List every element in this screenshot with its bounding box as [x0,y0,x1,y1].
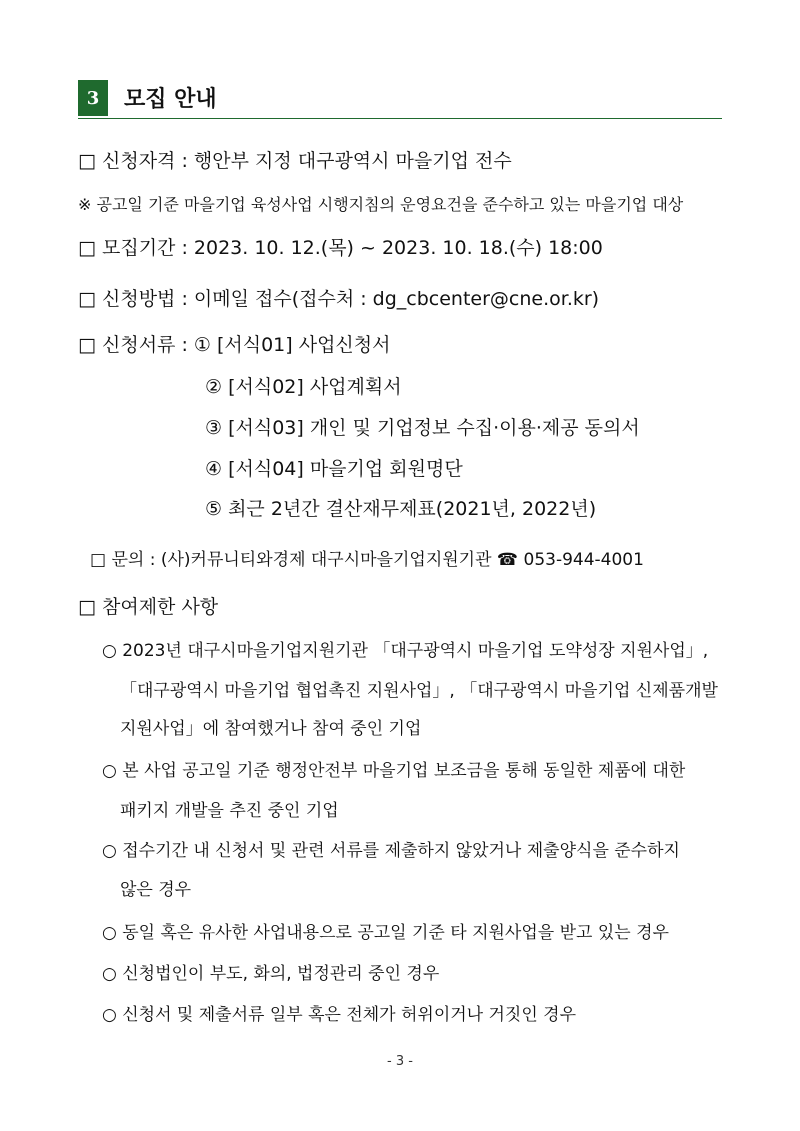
restriction-item: ○ 접수기간 내 신청서 및 관련 서류를 제출하지 않았거나 제출양식을 준수하지 [102,841,680,861]
page-number: - 3 - [387,1054,413,1069]
recruit-period-line: □ 모집기간 : 2023. 10. 12.(목) ~ 2023. 10. 18.(수) 18:00 [78,237,603,259]
restrictions-heading: □ 참여제한 사항 [78,596,219,618]
document-item: ④ [서식04] 마을기업 회원명단 [205,458,463,480]
eligibility-note: ※ 공고일 기준 마을기업 육성사업 시행지침의 운영요건을 준수하고 있는 마을기업 대상 [78,195,684,214]
document-item: ③ [서식03] 개인 및 기업정보 수집·이용·제공 동의서 [205,417,640,439]
restriction-item: ○ 본 사업 공고일 기준 행정안전부 마을기업 보조금을 통해 동일한 제품에 대한 [102,761,686,781]
restriction-item: ○ 동일 혹은 유사한 사업내용으로 공고일 기준 타 지원사업을 받고 있는 경우 [102,923,669,943]
restriction-item-continued: 패키지 개발을 추진 중인 기업 [120,801,339,821]
documents-line: □ 신청서류 : ① [서식01] 사업신청서 [78,334,391,356]
section-number-badge: 3 [78,80,108,116]
eligibility-line: □ 신청자격 : 행안부 지정 대구광역시 마을기업 전수 [78,150,512,172]
section-divider [78,118,722,119]
restriction-item-continued: 지원사업」에 참여했거나 참여 중인 기업 [120,719,422,739]
contact-line: □ 문의 : (사)커뮤니티와경제 대구시마을기업지원기관 ☎ 053-944-4001 [90,550,644,570]
restriction-item-continued: 「대구광역시 마을기업 협업촉진 지원사업」, 「대구광역시 마을기업 신제품개발 [120,681,718,701]
restriction-item: ○ 2023년 대구시마을기업지원기관 「대구광역시 마을기업 도약성장 지원사업」, [102,641,709,661]
application-method-line: □ 신청방법 : 이메일 접수(접수처 : dg_cbcenter@cne.or.kr) [78,288,600,310]
section-title: 모집 안내 [124,86,217,112]
restriction-item: ○ 신청법인이 부도, 화의, 법정관리 중인 경우 [102,964,440,984]
document-item: ⑤ 최근 2년간 결산재무제표(2021년, 2022년) [205,498,597,520]
document-item: ② [서식02] 사업계획서 [205,376,402,398]
restriction-item: ○ 신청서 및 제출서류 일부 혹은 전체가 허위이거나 거짓인 경우 [102,1005,577,1025]
restriction-item-continued: 않은 경우 [120,880,192,900]
